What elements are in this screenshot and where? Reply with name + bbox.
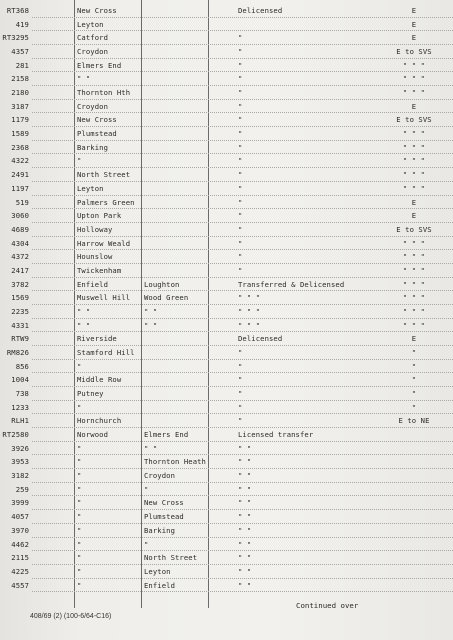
status-note: " — [238, 197, 243, 207]
status-note: " " " — [238, 293, 261, 303]
table-row — [11, 414, 453, 428]
vehicle-number: 419 — [15, 19, 29, 29]
table-row — [11, 86, 453, 100]
transfer-note: E to SVS — [396, 224, 432, 234]
garage-to: New Cross — [144, 498, 184, 508]
table-row — [15, 387, 453, 401]
status-note: " " — [238, 553, 252, 563]
table-row — [11, 565, 453, 579]
garage-from: Hounslow — [77, 252, 113, 262]
garage-from: Muswell Hill — [77, 293, 131, 303]
status-note: " " — [238, 566, 252, 576]
garage-to: " " — [144, 320, 158, 330]
status-note: " " — [238, 512, 252, 522]
vehicle-number: 4057 — [11, 512, 29, 522]
status-note: Delicensed — [238, 334, 283, 344]
table-row — [11, 127, 453, 141]
transfer-note: " " " — [402, 88, 426, 98]
table-row — [15, 196, 453, 210]
vehicle-number: 2115 — [11, 553, 29, 563]
table-row — [11, 250, 453, 264]
vehicle-number: 1197 — [11, 183, 29, 193]
vehicle-number: RT368 — [6, 6, 29, 15]
vehicle-number: 2417 — [11, 265, 29, 275]
garage-from: Hornchurch — [77, 416, 122, 426]
garage-from: " " — [77, 306, 91, 316]
garage-from: Harrow Weald — [77, 238, 131, 248]
vehicle-number: 519 — [15, 197, 29, 207]
vehicle-number: 3953 — [11, 457, 29, 467]
status-note: " " — [238, 498, 252, 508]
table-row — [11, 223, 453, 237]
vehicle-number: 3060 — [11, 211, 29, 221]
transfer-note: " — [411, 375, 417, 385]
vehicle-number: RT2580 — [2, 430, 29, 440]
table-row — [11, 524, 453, 538]
status-note: Transferred & Delicensed — [238, 279, 345, 289]
garage-from: Putney — [77, 389, 104, 399]
vehicle-number: 1233 — [11, 402, 29, 412]
vehicle-number: 3782 — [11, 279, 29, 289]
garage-to: Barking — [144, 525, 175, 535]
transfer-note: " " " — [402, 238, 426, 248]
vehicle-number: 738 — [15, 389, 29, 399]
status-note: " " — [238, 580, 252, 590]
continued-note: Continued over — [296, 601, 359, 610]
garage-to: Croydon — [144, 471, 175, 481]
table-row — [15, 360, 453, 374]
table-row — [15, 483, 453, 497]
transfer-note: " " " — [402, 129, 426, 139]
vehicle-number: 4357 — [11, 47, 29, 57]
status-note: " — [238, 156, 243, 166]
transfer-note: " — [411, 402, 417, 412]
table-row — [6, 346, 453, 360]
garage-from: Elmers End — [77, 60, 122, 70]
transfer-note: " — [411, 361, 417, 371]
garage-from: " — [77, 457, 82, 467]
garage-to: Loughton — [144, 279, 180, 289]
garage-from: New Cross — [77, 115, 117, 125]
table-row — [11, 168, 453, 182]
vehicle-number: 2368 — [11, 142, 29, 152]
garage-to: Enfield — [144, 580, 175, 590]
table-row — [11, 113, 453, 127]
garage-from: " " — [77, 74, 91, 84]
garage-from: New Cross — [77, 6, 117, 15]
vehicle-number: 4304 — [11, 238, 29, 248]
garage-from: " — [77, 471, 82, 481]
table-row — [11, 209, 453, 223]
garage-to: Thornton Heath — [144, 457, 206, 467]
transfer-note: " — [411, 348, 417, 357]
garage-to: North Street — [144, 553, 198, 563]
transfer-note: E — [411, 19, 417, 29]
garage-from: " — [77, 484, 82, 494]
garage-from: " — [77, 553, 82, 563]
transfer-note: E — [411, 211, 417, 221]
transfer-note: " " " — [402, 265, 426, 275]
table-row — [11, 496, 453, 510]
table-row — [15, 59, 453, 73]
table-row — [11, 45, 453, 59]
garage-from: North Street — [77, 170, 131, 180]
status-note: " — [238, 402, 243, 412]
transfer-note: " " " — [402, 279, 426, 289]
table-row — [2, 428, 453, 442]
transfer-note: " " " — [402, 320, 426, 330]
vehicle-number: 1569 — [11, 293, 29, 303]
transfer-note: " " " — [402, 306, 426, 316]
status-note: " — [238, 416, 243, 426]
vehicle-number: 2180 — [11, 88, 29, 98]
table-row — [11, 237, 453, 251]
garage-from: " — [77, 498, 82, 508]
transfer-note: " " " — [402, 252, 426, 262]
vehicle-number: 1004 — [11, 375, 29, 385]
table-row — [15, 18, 453, 32]
transfer-note: " " " — [402, 293, 426, 303]
vehicle-number: 259 — [15, 484, 29, 494]
vehicle-number: 3187 — [11, 101, 29, 111]
vehicle-number: 3926 — [11, 443, 29, 453]
vehicle-number: 3970 — [11, 525, 29, 535]
transfer-note: " " " — [402, 170, 426, 180]
status-note: Delicensed — [238, 6, 283, 15]
vehicle-number: RTW9 — [11, 334, 29, 344]
transfer-note: " " " — [402, 74, 426, 84]
status-note: " — [238, 389, 243, 399]
table-row — [11, 100, 453, 114]
garage-from: Croydon — [77, 101, 108, 111]
garage-from: Palmers Green — [77, 197, 135, 207]
status-note: " — [238, 129, 243, 139]
table-row — [11, 510, 453, 524]
table-row — [11, 264, 453, 278]
garage-from: Barking — [77, 142, 108, 152]
status-note: " — [238, 60, 243, 70]
status-note: " — [238, 115, 243, 125]
vehicle-number: 2158 — [11, 74, 29, 84]
garage-from: Stamford Hill — [77, 348, 135, 357]
garage-from: " " — [77, 320, 91, 330]
garage-from: Croydon — [77, 47, 108, 57]
garage-to: Wood Green — [144, 293, 189, 303]
table-row — [11, 401, 453, 415]
table-row — [2, 31, 453, 45]
status-note: " — [238, 211, 243, 221]
garage-to: " " — [144, 306, 158, 316]
vehicle-number: 3999 — [11, 498, 29, 508]
garage-from: " — [77, 361, 82, 371]
table-row — [11, 442, 453, 456]
status-note: " " — [238, 525, 252, 535]
table-row — [11, 291, 453, 305]
vehicle-number: 4225 — [11, 566, 29, 576]
transfer-note: E to SVS — [396, 115, 432, 125]
status-note: " " " — [238, 306, 261, 316]
table-row — [11, 319, 453, 333]
transfer-note: E — [411, 197, 417, 207]
vehicle-number: 2491 — [11, 170, 29, 180]
status-note: " " — [238, 484, 252, 494]
garage-from: Plumstead — [77, 129, 117, 139]
vehicle-number: 856 — [15, 361, 29, 371]
status-note: " — [238, 361, 243, 371]
garage-from: " — [77, 402, 82, 412]
status-note: " — [238, 47, 243, 57]
table-row — [11, 579, 453, 593]
status-note: " — [238, 33, 243, 43]
table-row — [11, 373, 453, 387]
garage-from: Leyton — [77, 19, 104, 29]
table-row — [6, 4, 453, 18]
status-note: " " — [238, 471, 252, 481]
vehicle-number: 2235 — [11, 306, 29, 316]
transfer-note: " " " — [402, 60, 426, 70]
status-note: " — [238, 348, 243, 357]
status-note: " " — [238, 443, 252, 453]
status-note: " — [238, 170, 243, 180]
table-row — [11, 332, 453, 346]
vehicle-number: 4689 — [11, 224, 29, 234]
garage-from: Middle Row — [77, 375, 122, 385]
table-row — [11, 278, 453, 292]
table-row — [11, 455, 453, 469]
garage-from: Twickenham — [77, 265, 122, 275]
garage-from: Holloway — [77, 224, 113, 234]
table-row — [11, 551, 453, 565]
transfer-note: E to NE — [398, 416, 430, 426]
transfer-note: E — [411, 33, 417, 43]
garage-from: Catford — [77, 33, 108, 43]
garage-from: " — [77, 580, 82, 590]
transfer-note: " " " — [402, 156, 426, 166]
status-note: " — [238, 142, 243, 152]
status-note: " — [238, 101, 243, 111]
form-code: 408/69 (2) (100-6/64-C16) — [30, 613, 112, 620]
garage-from: " — [77, 512, 82, 522]
garage-from: " — [77, 525, 82, 535]
vehicle-number: 281 — [15, 60, 29, 70]
table-row — [11, 538, 453, 552]
transfer-note: E — [411, 101, 417, 111]
table-row — [11, 141, 453, 155]
status-note: " — [238, 74, 243, 84]
vehicle-number: 4557 — [11, 580, 29, 590]
status-note: " — [238, 375, 243, 385]
table-row — [11, 72, 453, 86]
transfer-note: " " " — [402, 142, 426, 152]
table-row — [11, 182, 453, 196]
garage-from: " — [77, 443, 82, 453]
garage-from: Upton Park — [77, 211, 122, 221]
garage-from: Enfield — [77, 279, 108, 289]
transfer-note: E to SVS — [396, 47, 432, 57]
transfer-note: E — [411, 334, 417, 344]
vehicle-number: 3182 — [11, 471, 29, 481]
garage-to: " — [144, 484, 149, 494]
garage-from: " — [77, 156, 82, 166]
garage-from: Norwood — [77, 430, 108, 440]
status-note: " — [238, 238, 243, 248]
garage-to: Plumstead — [144, 512, 184, 522]
garage-from: " — [77, 539, 82, 549]
vehicle-number: 4331 — [11, 320, 29, 330]
garage-from: Riverside — [77, 334, 117, 344]
status-note: " — [238, 88, 243, 98]
garage-to: Elmers End — [144, 430, 189, 440]
status-note: " — [238, 224, 243, 234]
status-note: " — [238, 252, 243, 262]
garage-from: Leyton — [77, 183, 104, 193]
vehicle-number: RLH1 — [11, 416, 29, 426]
status-note: " " — [238, 539, 252, 549]
garage-to: Leyton — [144, 566, 171, 576]
status-note: " — [238, 265, 243, 275]
vehicle-number: RT3295 — [2, 33, 29, 43]
transfer-note: " " " — [402, 183, 426, 193]
vehicle-number: 4322 — [11, 156, 29, 166]
transfer-note: E — [411, 6, 417, 15]
status-note: " " — [238, 457, 252, 467]
vehicle-number: 1179 — [11, 115, 29, 125]
table-row — [11, 154, 453, 168]
table-row — [11, 469, 453, 483]
status-note: " " " — [238, 320, 261, 330]
vehicle-number: 4372 — [11, 252, 29, 262]
vehicle-number: RM826 — [6, 348, 29, 357]
garage-from: " — [77, 566, 82, 576]
garage-from: Thornton Hth — [77, 88, 131, 98]
garage-to: " — [144, 539, 149, 549]
transfer-note: " — [411, 389, 417, 399]
garage-to: " " — [144, 443, 158, 453]
vehicle-number: 1589 — [11, 129, 29, 139]
table-row — [11, 305, 453, 319]
status-note: " — [238, 183, 243, 193]
status-note: Licensed transfer — [238, 430, 314, 440]
vehicle-number: 4462 — [11, 539, 29, 549]
